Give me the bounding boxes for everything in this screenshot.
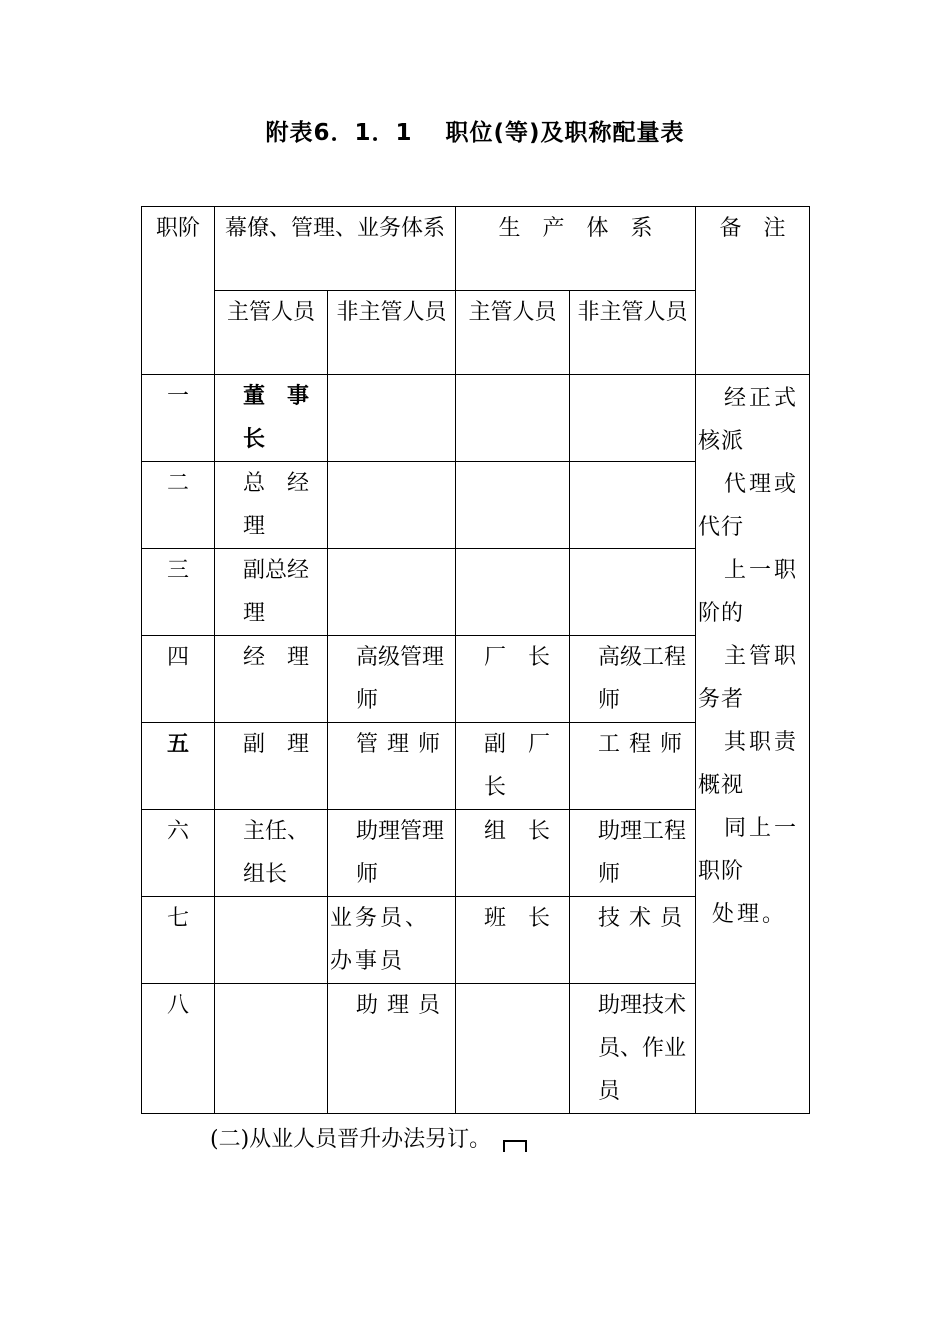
remarks-line: 代行 xyxy=(698,515,745,540)
prod-supervisor-cell xyxy=(456,549,570,636)
admin-supervisor-cell xyxy=(215,897,328,984)
prod-non-supervisor-cell: 高级工程师 xyxy=(570,636,696,723)
footer-paragraph xyxy=(210,1122,527,1153)
text-cursor-icon xyxy=(503,1140,527,1152)
admin-supervisor-cell: 主任、组长 xyxy=(215,810,328,897)
admin-supervisor-cell: 副 理 xyxy=(215,723,328,810)
header-prod-supervisor: 主管人员 xyxy=(456,291,570,375)
admin-non-supervisor-cell: 管理师 xyxy=(328,723,456,810)
remarks-line: 经正式 xyxy=(724,386,800,411)
prod-supervisor-cell: 副 厂长 xyxy=(456,723,570,810)
admin-non-supervisor-cell xyxy=(328,462,456,549)
rank-cell: 六 xyxy=(142,810,215,897)
rank-cell: 五 xyxy=(142,723,215,810)
rank-cell: 二 xyxy=(142,462,215,549)
remarks-line: 代理或 xyxy=(724,472,800,497)
prod-supervisor-cell: 班 长 xyxy=(456,897,570,984)
admin-supervisor-cell: 董 事长 xyxy=(215,375,328,462)
admin-non-supervisor-cell: 高级管理师 xyxy=(328,636,456,723)
admin-non-supervisor-cell xyxy=(328,375,456,462)
header-remarks: 备 注 xyxy=(696,207,810,375)
prod-non-supervisor-cell: 助理技术员、作业员 xyxy=(570,984,696,1114)
prod-non-supervisor-cell: 工程师 xyxy=(570,723,696,810)
prod-non-supervisor-cell xyxy=(570,549,696,636)
remarks-cell xyxy=(696,375,810,1114)
prod-non-supervisor-cell xyxy=(570,462,696,549)
position-table xyxy=(141,206,810,1114)
prod-non-supervisor-cell: 技术员 xyxy=(570,897,696,984)
remarks-line: 概视 xyxy=(698,773,745,798)
admin-supervisor-cell: 总 经理 xyxy=(215,462,328,549)
header-prod-non-supervisor: 非主管人员 xyxy=(570,291,696,375)
header-production-group: 生 产 体 系 xyxy=(456,207,696,291)
table-row xyxy=(142,375,810,462)
remarks-line: 同上一 xyxy=(724,816,800,841)
admin-non-supervisor-cell: 助理管理师 xyxy=(328,810,456,897)
remarks-line: 其职责 xyxy=(724,730,800,755)
admin-supervisor-cell xyxy=(215,984,328,1114)
header-admin-group: 幕僚、管理、业务体系 xyxy=(215,207,456,291)
rank-cell: 四 xyxy=(142,636,215,723)
rank-cell: 三 xyxy=(142,549,215,636)
remarks-line: 阶的 xyxy=(698,601,745,626)
prod-supervisor-cell xyxy=(456,375,570,462)
remarks-line: 上一职 xyxy=(724,558,800,583)
prod-non-supervisor-cell xyxy=(570,375,696,462)
admin-non-supervisor-cell: 业务员、办事员 xyxy=(328,897,456,984)
prod-non-supervisor-cell: 助理工程师 xyxy=(570,810,696,897)
admin-non-supervisor-cell: 助理员 xyxy=(328,984,456,1114)
prod-supervisor-cell: 厂 长 xyxy=(456,636,570,723)
footer-text: (二)从业人员晋升办法另订。 xyxy=(210,1127,492,1152)
header-admin-supervisor: 主管人员 xyxy=(215,291,328,375)
rank-cell: 八 xyxy=(142,984,215,1114)
admin-supervisor-cell: 副总经理 xyxy=(215,549,328,636)
rank-cell: 七 xyxy=(142,897,215,984)
remarks-line: 主管职 xyxy=(724,644,800,669)
remarks-line: 务者 xyxy=(698,687,745,712)
header-rank: 职阶 xyxy=(142,207,215,375)
prod-supervisor-cell xyxy=(456,984,570,1114)
remarks-line: 职阶 xyxy=(698,859,745,884)
remarks-line: 核派 xyxy=(698,429,745,454)
prod-supervisor-cell: 组 长 xyxy=(456,810,570,897)
admin-non-supervisor-cell xyxy=(328,549,456,636)
prod-supervisor-cell xyxy=(456,462,570,549)
admin-supervisor-cell: 经 理 xyxy=(215,636,328,723)
rank-cell: 一 xyxy=(142,375,215,462)
remarks-line: 处理。 xyxy=(712,902,788,927)
table-title: 附表6．1．1 职位(等)及职称配量表 xyxy=(265,120,685,146)
header-admin-non-supervisor: 非主管人员 xyxy=(328,291,456,375)
